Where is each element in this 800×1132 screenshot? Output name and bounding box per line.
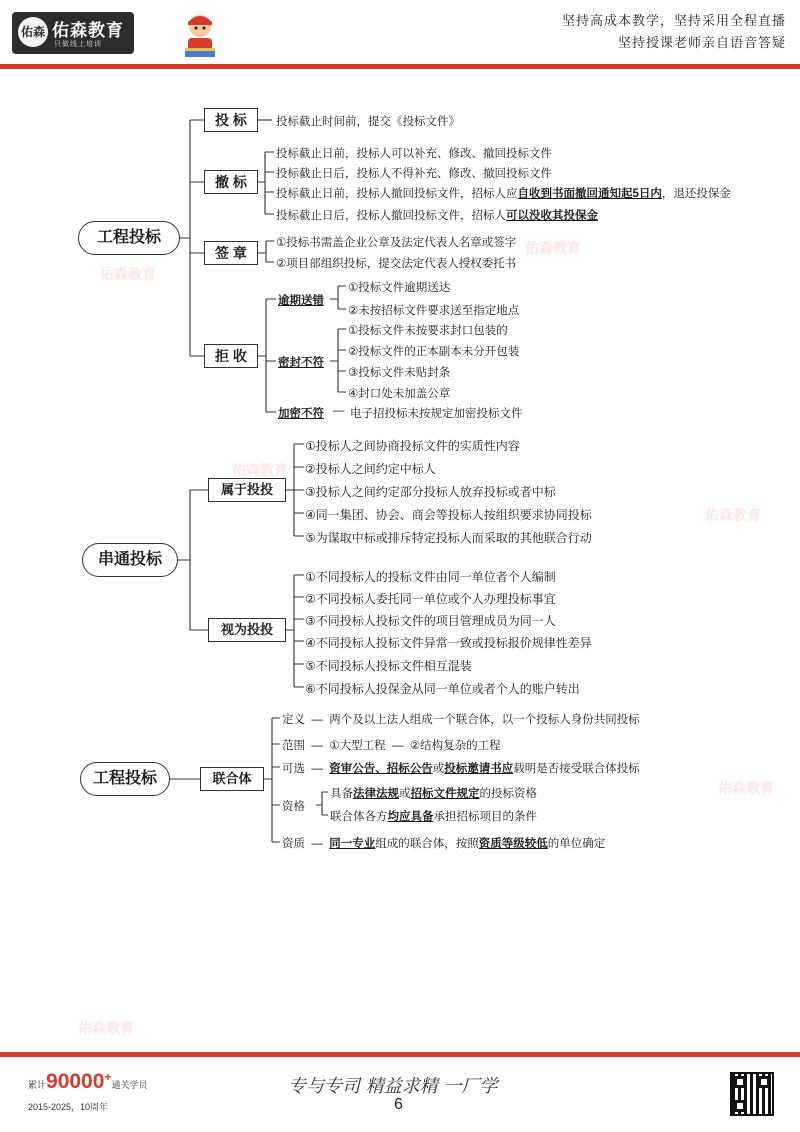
zige-item1: 具备法律法规或招标文件规定的投标资格	[330, 788, 537, 800]
section2-root: 串通投标	[82, 543, 178, 577]
qianzhang-item2: ②项目部组织投标，提交法定代表人授权委托书	[276, 258, 517, 270]
shuyu-item: ①投标人之间协商投标文件的实质性内容	[305, 439, 520, 453]
node-shuyu: 属于投投	[208, 478, 286, 502]
qianzhang-item1: ①投标书需盖企业公章及法定代表人名章或签字	[276, 237, 517, 249]
shuyu-item: ②投标人之间约定中标人	[305, 462, 436, 476]
watermark: 佑森教育	[100, 266, 156, 282]
calligraphy-signature: 专与专司 精益求精 一厂学	[288, 1076, 498, 1097]
shuyu-item: ⑤为谋取中标或排斥特定投标人而采取的其他联合行动	[305, 531, 592, 545]
shiwei-item: ⑥不同投标人投保金从同一单位或者个人的账户转出	[305, 682, 580, 696]
section1-root: 工程投标	[78, 221, 180, 255]
shiwei-item: ④不同投标人投标文件异常一致或投标报价规律性差异	[305, 636, 592, 650]
toubiao-text: 投标截止时间前，提交《投标文件》	[276, 116, 460, 128]
mifeng-item1: ①投标文件未按要求封口包装的	[348, 325, 508, 337]
shuyu-item: ④同一集团、协会、商会等投标人按组织要求协同投标	[305, 508, 592, 522]
zige-label: 资格	[282, 801, 305, 813]
mifeng-item4: ④封口处未加盖公章	[348, 388, 451, 400]
jiami-label: 加密不符	[278, 408, 324, 420]
mifeng-item2: ②投标文件的正本副本未分开包装	[348, 346, 520, 358]
zige-item2: 联合体各方均应具备承担招标项目的条件	[330, 811, 537, 823]
yuqi-item2: ②未按招标文件要求送至指定地点	[348, 305, 520, 317]
slogan-line2: 坚持授课老师亲自语音答疑	[617, 35, 786, 50]
watermark: 佑森教育	[718, 780, 774, 796]
node-lianheti: 联合体	[200, 767, 264, 791]
slogan-line1: 坚持高成本教学，坚持采用全程直播	[561, 13, 786, 28]
page-number: 6	[394, 1096, 403, 1113]
zizhi-row: 资质 — 同一专业组成的联合体，按照资质等级较低的单位确定	[282, 838, 606, 850]
node-jushou: 拒 收	[204, 344, 258, 368]
node-qianzhang: 签 章	[204, 241, 258, 265]
shuyu-item: ③投标人之间约定部分投标人放弃投标或者中标	[305, 485, 556, 499]
shiwei-item: ⑤不同投标人投标文件相互混装	[305, 659, 472, 673]
logo-name: 佑森教育	[52, 21, 124, 40]
student-count: 累计90000+通关学员	[28, 1070, 148, 1093]
shiwei-item: ①不同投标人的投标文件由同一单位者个人编制	[305, 570, 556, 584]
watermark: 佑森教育	[232, 462, 288, 478]
shiwei-item: ②不同投标人委托同一单位或个人办理投标事宜	[305, 592, 556, 606]
watermark: 佑森教育	[705, 507, 761, 523]
count-value: 90000	[46, 1070, 105, 1093]
chebiao-line4: 投标截止日后，投标人撤回投标文件，招标人可以没收其投保金	[276, 210, 598, 222]
watermark: 佑森教育	[525, 240, 581, 256]
yuqi-label: 逾期送错	[278, 295, 324, 307]
jiami-dash: —	[333, 405, 345, 417]
dingyi-row: 定义 — 两个及以上法人组成一个联合体，以一个投标人身份共同投标	[282, 714, 640, 726]
logo-tagline: 只做线上培训	[54, 41, 102, 48]
kexuan-row: 可选 — 资审公告、招标公告或投标邀请书应载明是否接受联合体投标	[282, 763, 640, 775]
mifeng-label: 密封不符	[278, 357, 324, 369]
footer-divider	[0, 1052, 800, 1057]
shiwei-item: ③不同投标人投标文件的项目管理成员为同一人	[305, 614, 556, 628]
chebiao-line2: 投标截止日后，投标人不得补充、修改、撤回投标文件	[276, 168, 552, 180]
logo-seal: 佑森	[18, 17, 48, 47]
node-toubiao: 投 标	[204, 108, 258, 132]
yuqi-item1: ①投标文件逾期送达	[348, 282, 451, 294]
fanwei-row: 范围 — ①大型工程 — ②结构复杂的工程	[282, 740, 501, 752]
node-chebiao: 撤 标	[204, 170, 258, 194]
anniversary-text: 2015-2025，10周年	[28, 1102, 109, 1112]
watermark: 佑森教育	[78, 1020, 134, 1036]
chebiao-line1: 投标截止日前，投标人可以补充、修改、撤回投标文件	[276, 148, 552, 160]
mifeng-item3: ③投标文件未贴封条	[348, 367, 451, 379]
section3-root: 工程投标	[80, 762, 170, 796]
jiami-text: 电子招投标未按规定加密投标文件	[350, 408, 523, 420]
node-shiwei: 视为投投	[208, 618, 286, 642]
qr-code-icon	[730, 1072, 774, 1116]
chebiao-line3: 投标截止日前，投标人撤回投标文件，招标人应自收到书面撤回通知起5日内，退还投保金	[276, 188, 731, 200]
